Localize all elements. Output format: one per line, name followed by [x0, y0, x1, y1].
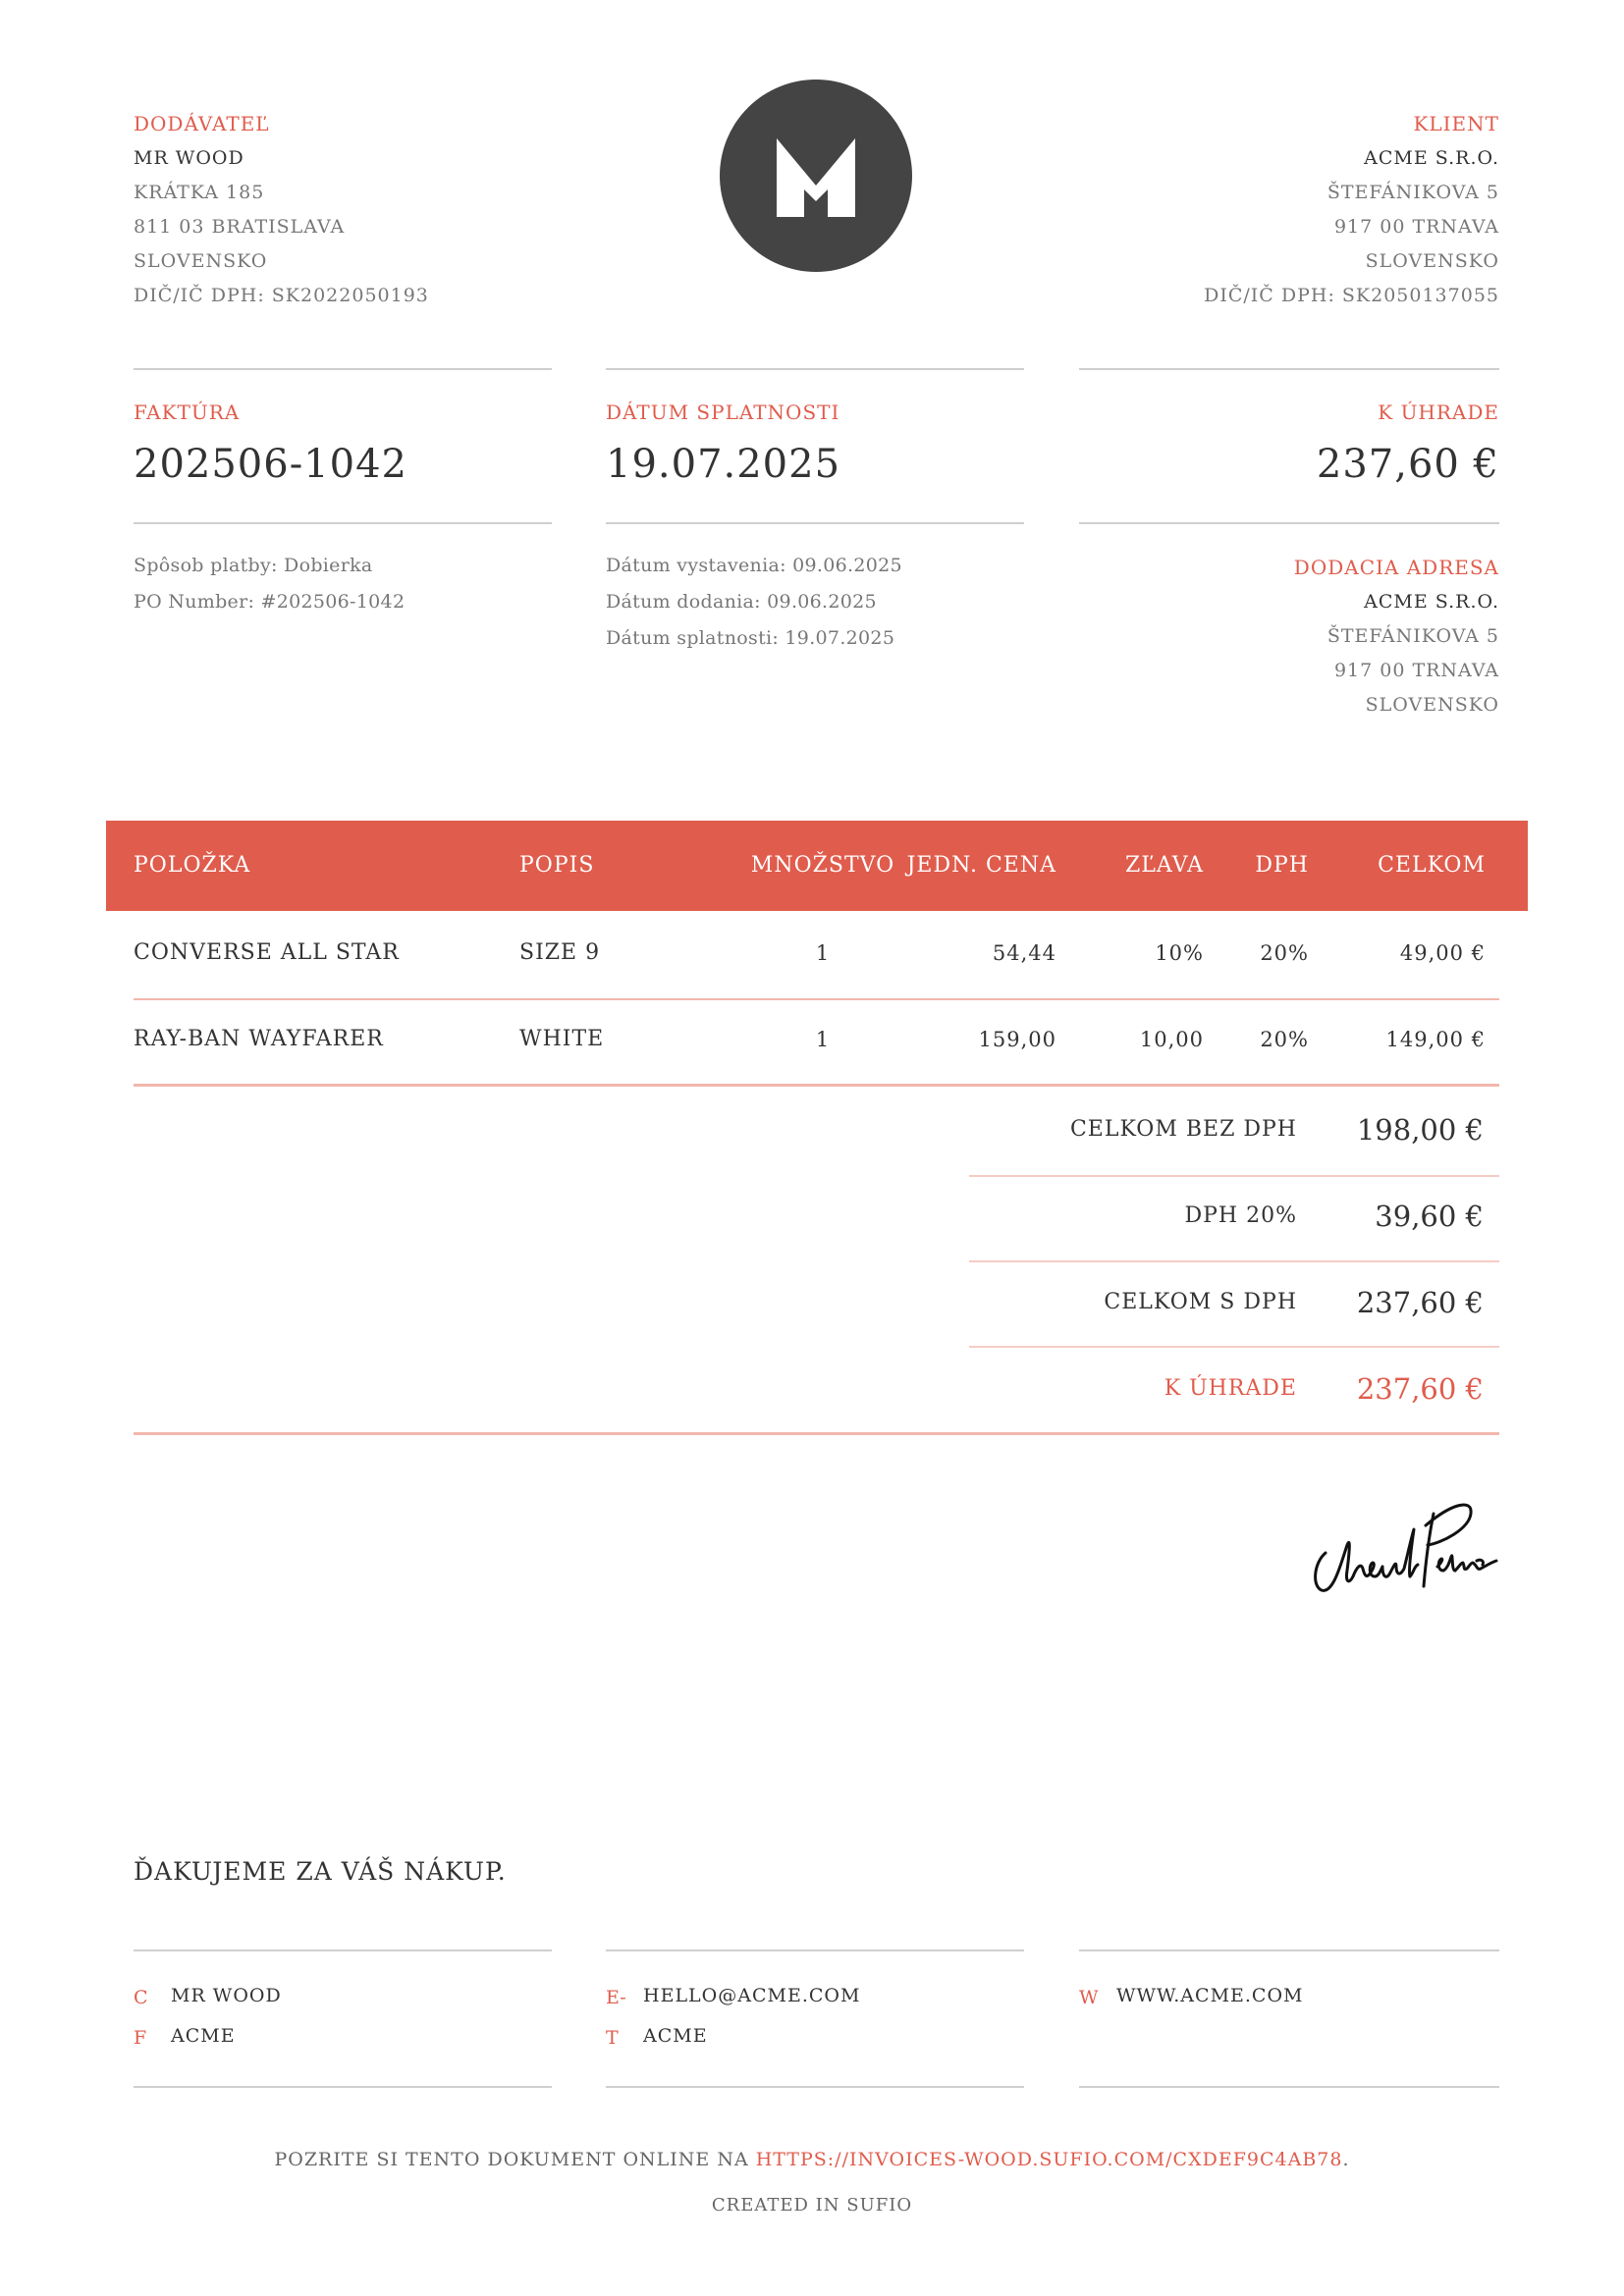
delivery-street: ŠTEFÁNIKOVA 5 — [1326, 625, 1499, 647]
web-key: W — [1079, 1987, 1099, 2008]
vat-value: 39,60 € — [1375, 1200, 1484, 1233]
email-link[interactable]: HELLO@ACME.COM — [643, 1985, 861, 2006]
online-document-link[interactable]: HTTPS://INVOICES-WOOD.SUFIO.COM/CXDEF9C4AB78 — [755, 2149, 1343, 2170]
totals-bottom-rule — [134, 1432, 1499, 1435]
subtotal-value: 198,00 € — [1356, 1113, 1484, 1147]
item-name: CONVERSE ALL STAR — [134, 940, 400, 965]
invoice-number: 202506-1042 — [134, 442, 408, 487]
item-description: SIZE 9 — [519, 940, 601, 965]
item-description: WHITE — [519, 1027, 605, 1051]
amount-due-total-label: K ÚHRADE — [1164, 1376, 1297, 1401]
due-date-label: DÁTUM SPLATNOSTI — [606, 400, 840, 424]
date-details — [606, 548, 902, 657]
divider — [134, 1949, 552, 1951]
client-label: KLIENT — [1413, 112, 1499, 135]
item-total: 149,00 € — [1385, 1028, 1486, 1051]
delivery-date: Dátum dodania: 09.06.2025 — [606, 591, 877, 613]
supplier-country: SLOVENSKO — [134, 250, 268, 272]
divider — [1079, 1949, 1499, 1951]
item-unit-price: 54,44 — [992, 941, 1056, 965]
firm-value: ACME — [171, 2025, 236, 2047]
website-link[interactable]: WWW.ACME.COM — [1116, 1985, 1304, 2006]
col-header-total: CELKOM — [1378, 853, 1486, 878]
table-bottom-rule — [134, 1084, 1499, 1087]
online-notice — [0, 2149, 1624, 2170]
issue-date: Dátum vystavenia: 09.06.2025 — [606, 555, 902, 576]
delivery-label: DODACIA ADRESA — [1293, 556, 1499, 579]
client-name: ACME S.R.O. — [1364, 147, 1499, 169]
client-country: SLOVENSKO — [1365, 250, 1499, 272]
supplier-street: KRÁTKA 185 — [134, 182, 265, 203]
delivery-city: 917 00 TRNAVA — [1333, 660, 1499, 681]
due-date-line: Dátum splatnosti: 19.07.2025 — [606, 627, 895, 649]
totals-divider — [969, 1346, 1499, 1348]
table-row — [106, 1000, 1528, 1085]
subtotal-label: CELKOM BEZ DPH — [1069, 1117, 1297, 1142]
client-street: ŠTEFÁNIKOVA 5 — [1326, 182, 1499, 203]
item-total: 49,00 € — [1399, 941, 1486, 965]
col-header-item: POLOŽKA — [134, 853, 251, 878]
divider — [1079, 522, 1499, 524]
company-value: MR WOOD — [171, 1985, 282, 2006]
online-notice-text: POZRITE SI TENTO DOKUMENT ONLINE NA — [274, 2149, 756, 2170]
email-key: E- — [606, 1987, 626, 2008]
divider — [606, 2086, 1024, 2088]
online-notice-period: . — [1342, 2149, 1350, 2170]
items-table-header — [106, 821, 1528, 911]
col-header-description: POPIS — [519, 853, 595, 878]
divider — [134, 522, 552, 524]
supplier-name: MR WOOD — [134, 147, 244, 169]
client-tax: DIČ/IČ DPH: SK2050137055 — [1204, 285, 1499, 306]
item-unit-price: 159,00 — [978, 1028, 1056, 1051]
delivery-address — [989, 550, 1499, 722]
company-key: C — [134, 1987, 148, 2008]
total-with-vat-label: CELKOM S DPH — [1104, 1290, 1297, 1314]
supplier-label: DODÁVATEĽ — [134, 112, 270, 135]
po-number: PO Number: #202506-1042 — [134, 591, 406, 613]
m-logo-icon — [720, 80, 912, 272]
divider — [606, 1949, 1024, 1951]
payment-method: Spôsob platby: Dobierka — [134, 555, 373, 576]
supplier-block — [134, 106, 644, 313]
due-date: 19.07.2025 — [606, 442, 841, 487]
divider — [606, 522, 1024, 524]
delivery-name: ACME S.R.O. — [1364, 591, 1499, 613]
divider — [1079, 368, 1499, 370]
client-city: 917 00 TRNAVA — [1333, 216, 1499, 238]
totals-divider — [969, 1260, 1499, 1262]
client-block — [989, 106, 1499, 313]
divider — [606, 368, 1024, 370]
item-vat: 20% — [1260, 1028, 1309, 1051]
created-in-credit: CREATED IN SUFIO — [711, 2195, 913, 2216]
amount-due-total-value: 237,60 € — [1356, 1372, 1484, 1406]
firm-key: F — [134, 2027, 147, 2049]
supplier-city: 811 03 BRATISLAVA — [134, 216, 346, 238]
totals-divider — [969, 1175, 1499, 1177]
supplier-tax: DIČ/IČ DPH: SK2022050193 — [134, 285, 429, 306]
item-discount: 10% — [1155, 941, 1204, 965]
col-header-quantity: MNOŽSTVO — [750, 853, 895, 878]
divider — [1079, 2086, 1499, 2088]
table-row — [106, 911, 1528, 998]
col-header-discount: ZĽAVA — [1125, 853, 1204, 878]
payment-details — [134, 548, 405, 620]
signature-image — [1304, 1484, 1500, 1602]
item-discount: 10,00 — [1139, 1028, 1204, 1051]
phone-key: T — [606, 2027, 619, 2049]
col-header-vat: DPH — [1255, 853, 1309, 878]
amount-due-label: K ÚHRADE — [1378, 400, 1499, 424]
item-name: RAY-BAN WAYFARER — [134, 1027, 384, 1051]
col-header-unit-price: JEDN. CENA — [906, 853, 1056, 878]
phone-value: ACME — [643, 2025, 708, 2047]
total-with-vat-value: 237,60 € — [1356, 1286, 1484, 1319]
divider — [134, 2086, 552, 2088]
delivery-country: SLOVENSKO — [1365, 694, 1499, 716]
vat-label: DPH 20% — [1184, 1203, 1297, 1228]
thank-you-note: ĎAKUJEME ZA VÁŠ NÁKUP. — [134, 1857, 507, 1886]
divider — [134, 368, 552, 370]
invoice-label: FAKTÚRA — [134, 400, 241, 424]
item-quantity: 1 — [815, 941, 831, 965]
amount-due: 237,60 € — [1316, 442, 1499, 487]
item-vat: 20% — [1260, 941, 1309, 965]
item-quantity: 1 — [815, 1028, 831, 1051]
